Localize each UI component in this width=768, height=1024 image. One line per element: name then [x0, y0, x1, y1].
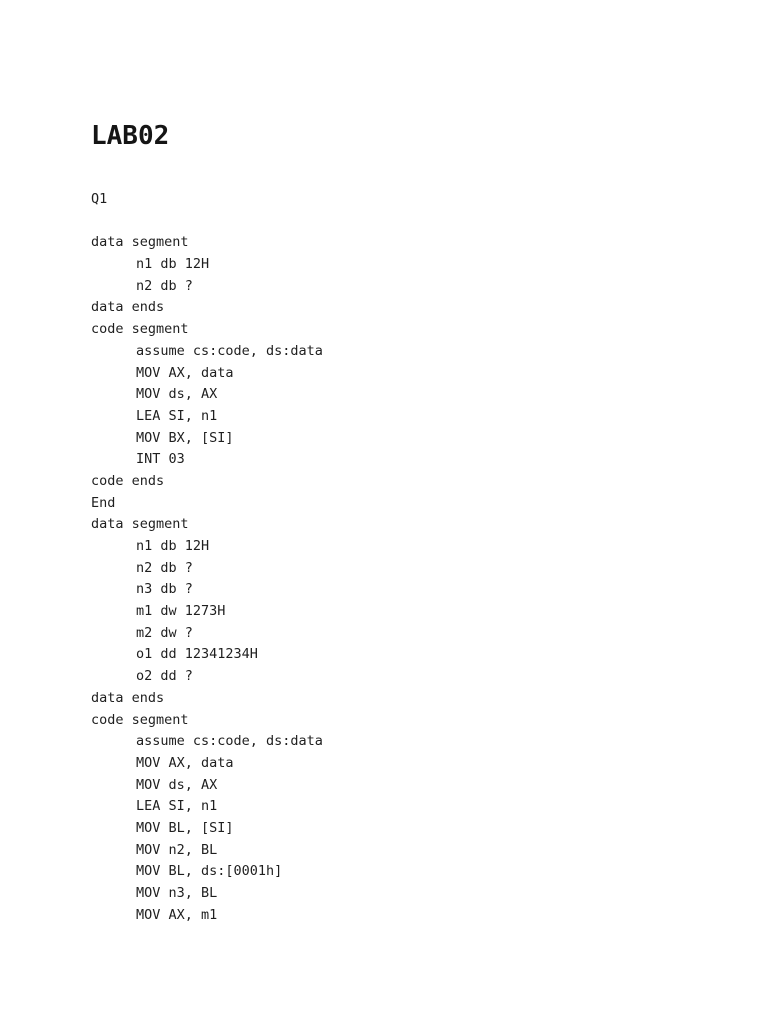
code-line: n1 db 12H	[136, 256, 210, 273]
document-title: LAB02	[91, 121, 170, 151]
code-line: LEA SI, n1	[136, 798, 218, 815]
code-line: MOV AX, data	[136, 364, 234, 381]
code-line: INT 03	[136, 451, 185, 468]
code-line: data segment	[91, 234, 189, 251]
code-line: MOV BX, [SI]	[136, 429, 234, 446]
code-line: data ends	[91, 689, 165, 706]
code-line: m2 dw ?	[136, 624, 193, 641]
code-line: o2 dd ?	[136, 668, 193, 685]
code-block	[91, 189, 323, 926]
code-line: MOV AX, data	[136, 754, 234, 771]
code-line: m1 dw 1273H	[136, 603, 226, 620]
code-line: n3 db ?	[136, 581, 193, 598]
code-line: LEA SI, n1	[136, 407, 218, 424]
code-line: MOV n3, BL	[136, 885, 218, 901]
code-line: MOV AX, m1	[136, 906, 218, 923]
code-line: assume cs:code, ds:data	[136, 342, 323, 359]
code-line: code segment	[91, 321, 189, 338]
code-line: assume cs:code, ds:data	[136, 733, 323, 750]
code-line: o1 dd 12341234H	[136, 646, 258, 663]
code-line: code ends	[91, 472, 165, 489]
code-line: data ends	[91, 299, 165, 316]
code-line: MOV ds, AX	[136, 386, 218, 403]
code-line: n1 db 12H	[136, 538, 210, 554]
code-line: MOV ds, AX	[136, 776, 218, 793]
code-line: n2 db ?	[136, 559, 193, 576]
code-line: MOV n2, BL	[136, 841, 218, 858]
code-line: data segment	[91, 516, 189, 533]
code-line: MOV BL, [SI]	[136, 819, 234, 836]
code-line: End	[91, 494, 116, 511]
code-line: n2 db ?	[136, 277, 193, 294]
code-line: MOV BL, ds:[0001h]	[136, 863, 283, 880]
code-line: code segment	[91, 711, 189, 728]
code-line: Q1	[91, 191, 108, 207]
code-line	[91, 211, 323, 233]
